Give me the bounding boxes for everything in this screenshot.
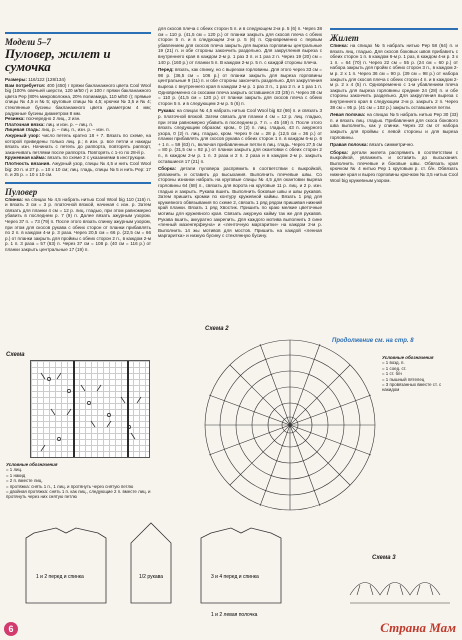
front-text: Перед: вязать, как спинку, но с вырезом горловины. Для этого через 33 см = 98 р. (36,5 см = 106 р.) от планки закрыть для выреза горловины центральные 9 (11) п. и обе стороны закончить раздельно. Для закругления выреза с внутреннего края в каждом 2-м р. 1 раз 3 п., 1 раз 2 п. и 1 раз 1 п. Одновременно со скосами плеча закрыть оставшиеся 23 (25) п. Через 38 см = 110 р. (41,5 см = 120 р.) от планки закрыть для скосов плеча с обеих сторон 5 п. и в следующем 2-м р. 5 (6) п. (158, 67, 322, 106)
legend-left (6, 462, 152, 500)
legend-item: = 1 возд. п. (382, 360, 405, 366)
section-rule (5, 182, 151, 184)
continued-note: Продолжение см. на стр. 8 (332, 338, 414, 344)
legend-item: = 1 лиц. (6, 467, 23, 473)
legend-item: = 1 соед. ст. (382, 365, 407, 371)
legend-item: = протяжка: снять 1 п., 1 лиц. и протянуть через снятую петлю (6, 483, 134, 489)
vest-heading: Жилет (330, 33, 359, 43)
legend-item: = двойная протяжка: снять 1 п. как лиц., следующие 2 п. вместе лиц. и протянуть через них снятую петлю (6, 489, 151, 500)
garment-sketches (6, 508, 318, 620)
legend-item: = 3 провязанных вместе ст. с накидом (382, 382, 442, 393)
right-front-text: Правая полочка: вязать симметрично. (330, 142, 415, 148)
middle-column (158, 26, 322, 239)
legend-item: = 2 п. вместе лиц. (6, 478, 43, 484)
vest-assembly-text: Сборка: детали жилета распрямить в соответствии с выкройкой, увлажнить и оставить до высыхания. Выполнить плечевые и боковые швы. Обвязать края крючком № 4 нитью Pep 1 круговым р. ст. б/н. Обвязать нижние края и вырез горловины крючком № 3,5 нитью Cool Wool big кружевным узором. (330, 149, 458, 183)
sketch-label: 1 и 2 левая полочка (211, 612, 258, 618)
pullover-back-text: Спинка: на спицах № 4,5 набрать нитью Cool Wool big 110 (116) п. и вязать 3 см = 3 р. платочной вязкой, начиная с изн. р. Затем связать для планки 4 см = 12 р. лиц. гладью, при этом равномерно убавить в последнем р. 7 (9) п. Далее вязать ажурным узором. Через 37 п. = 73 (79) п. После этого вязать спинку ажурным узором, при этом для скосов рукава с обеих сторон от планки прибавлять по 2 п. в каждом 4-м р. 3 раза. Через 20,5 см = 66 р. (22,5 см = 66 р.) от планки закрыть для проймы с обеих сторон 2 п., в каждом 2-м р. 1 п. 3 раза = 57 (63) п. Через 37 см = 108 р. (40 см = 116 р.) от планки закрыть центральные 17 (19) п. (5, 196, 151, 253)
right-column (330, 26, 458, 183)
knit-pattern-symbols (31, 361, 149, 457)
schema-3-title: Схема 3 (372, 555, 396, 561)
legend-item: = 1 накид (6, 472, 26, 478)
schema-1-title: Схема (6, 352, 25, 358)
vest-back-sketch (201, 528, 281, 603)
sketch-label: 1/2 рукава (139, 574, 164, 580)
crochet-circle-chart (200, 330, 380, 520)
site-logo: Страна Мам (380, 620, 456, 635)
left-column (5, 0, 151, 253)
sketch-label: 3 и 4 перед и спинка (211, 574, 259, 580)
top-rule (5, 32, 151, 34)
front-back-sketch (26, 528, 106, 603)
legend-right (382, 355, 458, 393)
assembly-text: Сборка: детали пуловера распрямить в соответствии с выкройкой, увлажнить и оставить до высыхания. Выполнить плечевые швы. Со стороны изнанки набрать на круговые спицы № 4,5 для окантовки выреза горловины 64 (68) п., связать для ворота на круговые 11 р. лиц. и 2 р. изн. гладью и закрыть. Рукава вшить. Выполнить боковые швы и швы рукавов. Затем пришить кромки по контуру кружевной каймы. Вязать 1 ряд для кружевного обвязывания по схеме 2, связать 1 ряд рядом пришивая нижний край планки. Вязать 1 ряд Хвостик. Пришить по краю мелкие цветочные мотивы для кружевного края. Связать ажурную кайму так же для рукавов. Рукава вшить, аккуратно закрепить. Для каждого мотива выполнить 3 сине «пенный мазенгерфеуна» и «ленточную маргаритки» на каждом 2-м р. Выполнить 14 жы мотивов для мостов. Пришить на каждой «ленная маргаритка» и низкую бусину с стеклянную бусину. (158, 166, 323, 239)
sketch-label: 1 и 2 перед и спинка (36, 574, 84, 580)
page-number: 6 (4, 622, 18, 636)
materials-block: Размеры: 116/122 (128/134) Вам потребуется: 400 (450) г пряжи бакланажного цвета Cool Wool big (100% овечьей шерсти, 120 м/50 г) и 100 г пряжи бакланажного цвета Pep (80% микроволокна, 20% полиамида, 110 м/50 г); прямые спицы № 4,5 и № 5; круговые спицы № 4,5; крючки № 3,5 и № 4; стеклянные бусины бакланажного цвета диаметром 4 мм; радужные бусины диаметром 8 мм. Резинка: поочередно 2 лиц., 2 изн. Платочная вязка: лиц. и изн. р. – лиц. п. Лицевая гладь: лиц. р. – лиц. п., изн. р. – изн. п. Ажурный узор: число петель кратно 18 + 7. Вязать по схеме, на которой приведены только лиц. р.; в изн. р. все петли и накиды вязать изн. Начинать с петель до раппорта, повторять раппорт, заканчивать петлями после раппорта. Повторять с 1-го по 28-й р. Кружевная кайма: вязать по схеме 2 с указаниями в инструкции. Плотность вязания. Ажурный узор, спицы № 4,5 и нить Cool Wool big: 20 п. и 27 р. = 10 х 10 см; лиц. гладь, спицы № 5 и нить Pep: 17 п. и 25 р. = 10 х 10 см. (5, 77, 152, 178)
vest-back-text: Спинка: на спицах № 5 набрать нитью Pep 58 (64) п. и вязать лиц. гладью. Для скосов боковых швов прибавить с обеих сторон 1 п. в каждом 6-м р. 1 раз, в каждом 4-м р. 3 х 1 п. = 64 (70) п. Через 22 см = 55 р. (24 см = 60 р.) от набора закрыть для пройм с обеих сторон 3 п., в каждом 2-м р. 2 х 1 п. Через 36 см = 90 р. (39 см = 98 р.) от набора закрыть для скосов плеча с обеих сторон 4 п. и в каждом 2-м р. 2 х 4 (5) п. Одновременно с 1-м убавлением плеча закрыть для выреза горловины средние 24 (28) п. и обе стороны закончить раздельно. Для закругления выреза с внутреннего края в следующем 2-м р. закрыть 2 п. Через 38 см = 95 р. (41 см = 102 р.) закрыть оставшиеся петли. (330, 43, 459, 110)
legend-left-title: Условные обозначения (6, 462, 58, 467)
schema-1-grid (30, 360, 150, 458)
middle-top-text: для скосов плеча с обеих сторон 5 п. и в следующем 2-м р. 5 (6) п. Через 38 см = 110 р. (41,5 см = 120 р.) от планки закрыть для скосов плеча с обеих сторон 5 п. и в следующем 2-м р. 5 (6) п. Одновременно с первым убавлением для скосов плеча закрыть для выреза горловины центральные 19 (21) п. и обе стороны закончить раздельно. Для закругления выреза с внутреннего края в каждом 2-м р. 1 раз 3 п. и 1 раз 2 п. Через 19 (20) см = 140 р. (160 р.) от планки 5 п. В каждом 2-м р. 5 п. с каждой стороны плеча. (158, 26, 322, 65)
schema-2-title: Схема 2 (205, 326, 229, 332)
vest-rule (330, 28, 458, 30)
models-heading: Модели 5–7 (5, 37, 51, 47)
pullover-heading: Пуловер (5, 186, 38, 197)
legend-right-title: Условные обозначения (382, 355, 434, 360)
schema-3-chart (345, 565, 455, 610)
legend-item: = 1 пышный пятелец (382, 376, 425, 382)
sleeve-text: Рукава: на спицах № 4,5 набрать нитью Cool Wool big 62 (66) п. и связать 3 р. платочной вязкой. Затем связать для планки 4 см = 12 р. лиц. гладью, при этом равномерно убавить в последнем р. 7 п. = 45 (49) п. После этого вязать следующим образом: кром., 0 (2) п. лиц. гладью, 43 п. ажурного узора, 0 (2) п. лиц. гладью, кром. Через 9 см = 28 р. (12,5 см = 36 р.) от планки прибавлять для скосов рукава с обеих сторон 1 п. в каждом 6-м р. 6 + 1 п. = 59 (63) п., включая прибавленные петли в лиц. гладь. Через 27,5 см = 80 р. (31,5 см = 92 р.) от планки закрыть для окантовки с обеих сторон 2 п., в каждом 2-м р. 1 п. 3 раза и 2 п. 2 раза и в каждом 2-м р. закрыть оставшиеся 17 (21) п. (158, 108, 322, 164)
legend-item: = 1 ст. б/н (382, 371, 402, 377)
left-front-text: Левая полочка: на спицах № 5 набрать нитью Pep 30 (33) п. и вязать лиц. гладью. Прибавления для скоса бокового шва выполнить, как у спинки. Через 22 см от набора закрыть для проймы с левой стороны и для выреза горловины. (330, 112, 458, 140)
article-title: Пуловер, жилет и сумочка (5, 46, 111, 74)
sleeve-sketch (131, 523, 171, 603)
